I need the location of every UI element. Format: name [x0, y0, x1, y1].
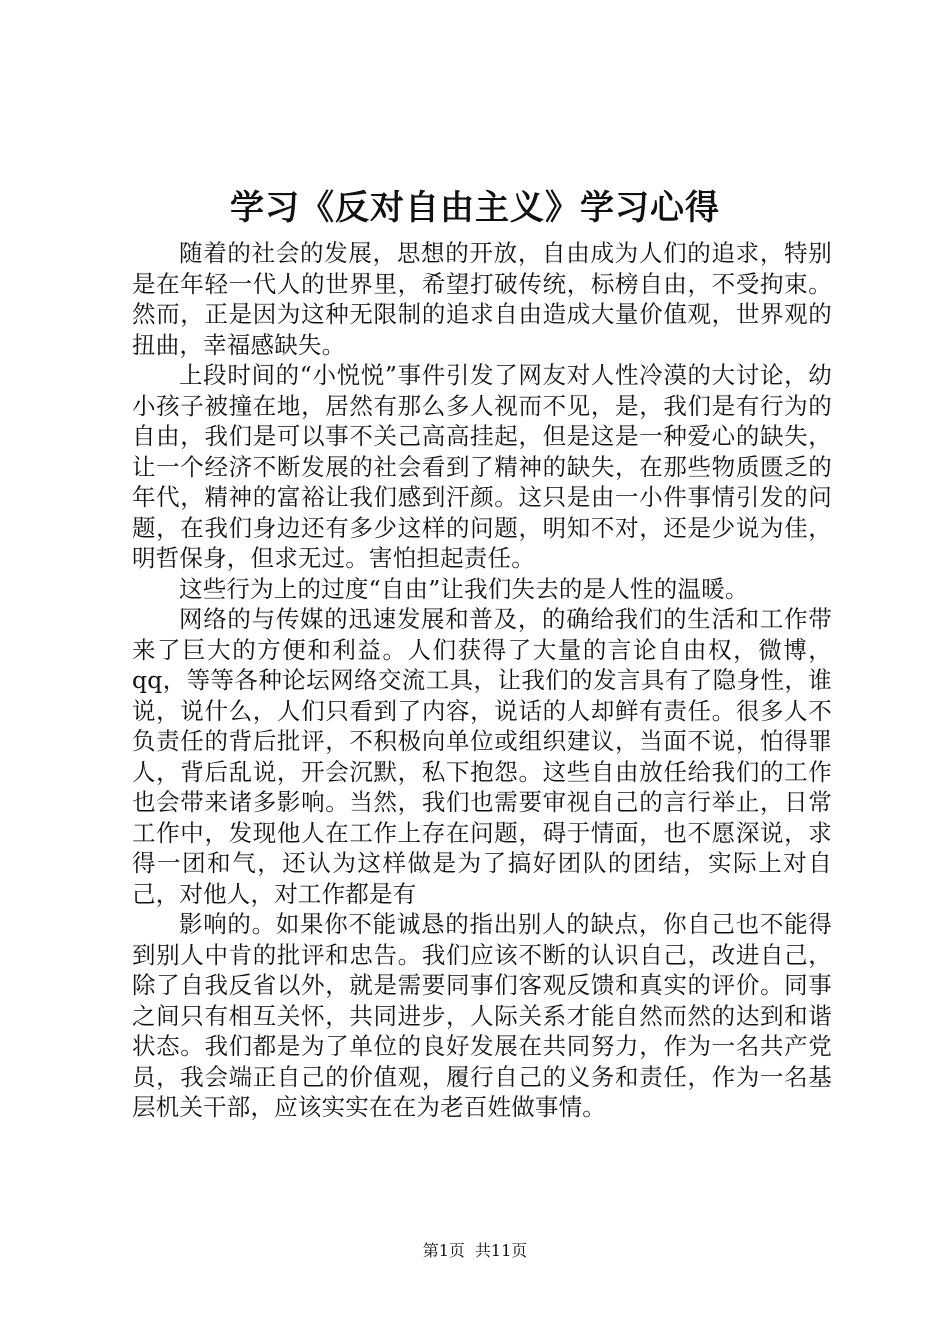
page-total: 共11页: [474, 1241, 528, 1260]
paragraph-2: 上段时间的“小悦悦”事件引发了网友对人性冷漠的大讨论，幼小孩子被撞在地，居然有那么多人视而不见，是，我们是有行为的自由，我们是可以事不关己高高挂起，但是这是一种爱心的缺失，让一个经济不断发展的社会看到了精神的缺失，在那些物质匮乏的年代，精神的富裕让我们感到汗颜。这只是由一小件事情引发的问题，在我们身边还有多少这样的问题，明知不对，还是少说为佳，明哲保身，但求无过。害怕担起责任。: [132, 361, 832, 572]
page-number: 第1页: [422, 1241, 465, 1260]
paragraph-5: 影响的。如果你不能诚恳的指出别人的缺点，你自己也不能得到别人中肯的批评和忠告。我们应该不断的认识自己，改进自己，除了自我反省以外，就是需要同事们客观反馈和真实的评价。同事之间只有相互关怀，共同进步，人际关系才能自然而然的达到和谐状态。我们都是为了单位的良好发展在共同努力，作为一名共产党员，我会端正自己的价值观，履行自己的义务和责任，作为一名基层机关干部，应该实实在在为老百姓做事情。: [132, 910, 832, 1121]
paragraph-1: 随着的社会的发展，思想的开放，自由成为人们的追求，特别是在年轻一代人的世界里，希望打破传统，标榜自由，不受拘束。然而，正是因为这种无限制的追求自由造成大量价值观，世界观的扭曲，幸福感缺失。: [132, 239, 832, 359]
page-footer: [0, 1240, 950, 1262]
paragraph-4: 网络的与传媒的迅速发展和普及，的确给我们的生活和工作带来了巨大的方便和利益。人们获得了大量的言论自由权，微博，qq，等等各种论坛网络交流工具，让我们的发言具有了隐身性，谁说，说什么，人们只看到了内容，说话的人却鲜有责任。很多人不负责任的背后批评，不积极向单位或组织建议，当面不说，怕得罪人，背后乱说，开会沉默，私下抱怨。这些自由放任给我们的工作也会带来诸多影响。当然，我们也需要审视自己的言行举止，日常工作中，发现他人在工作上存在问题，碍于情面，也不愿深说，求得一团和气，还认为这样做是为了搞好团队的团结，实际上对自己，对他人，对工作都是有: [132, 605, 832, 908]
document-body: [132, 238, 832, 1123]
document-title: 学习《反对自由主义》学习心得: [230, 188, 720, 228]
paragraph-3: 这些行为上的过度“自由”让我们失去的是人性的温暖。: [179, 574, 749, 603]
